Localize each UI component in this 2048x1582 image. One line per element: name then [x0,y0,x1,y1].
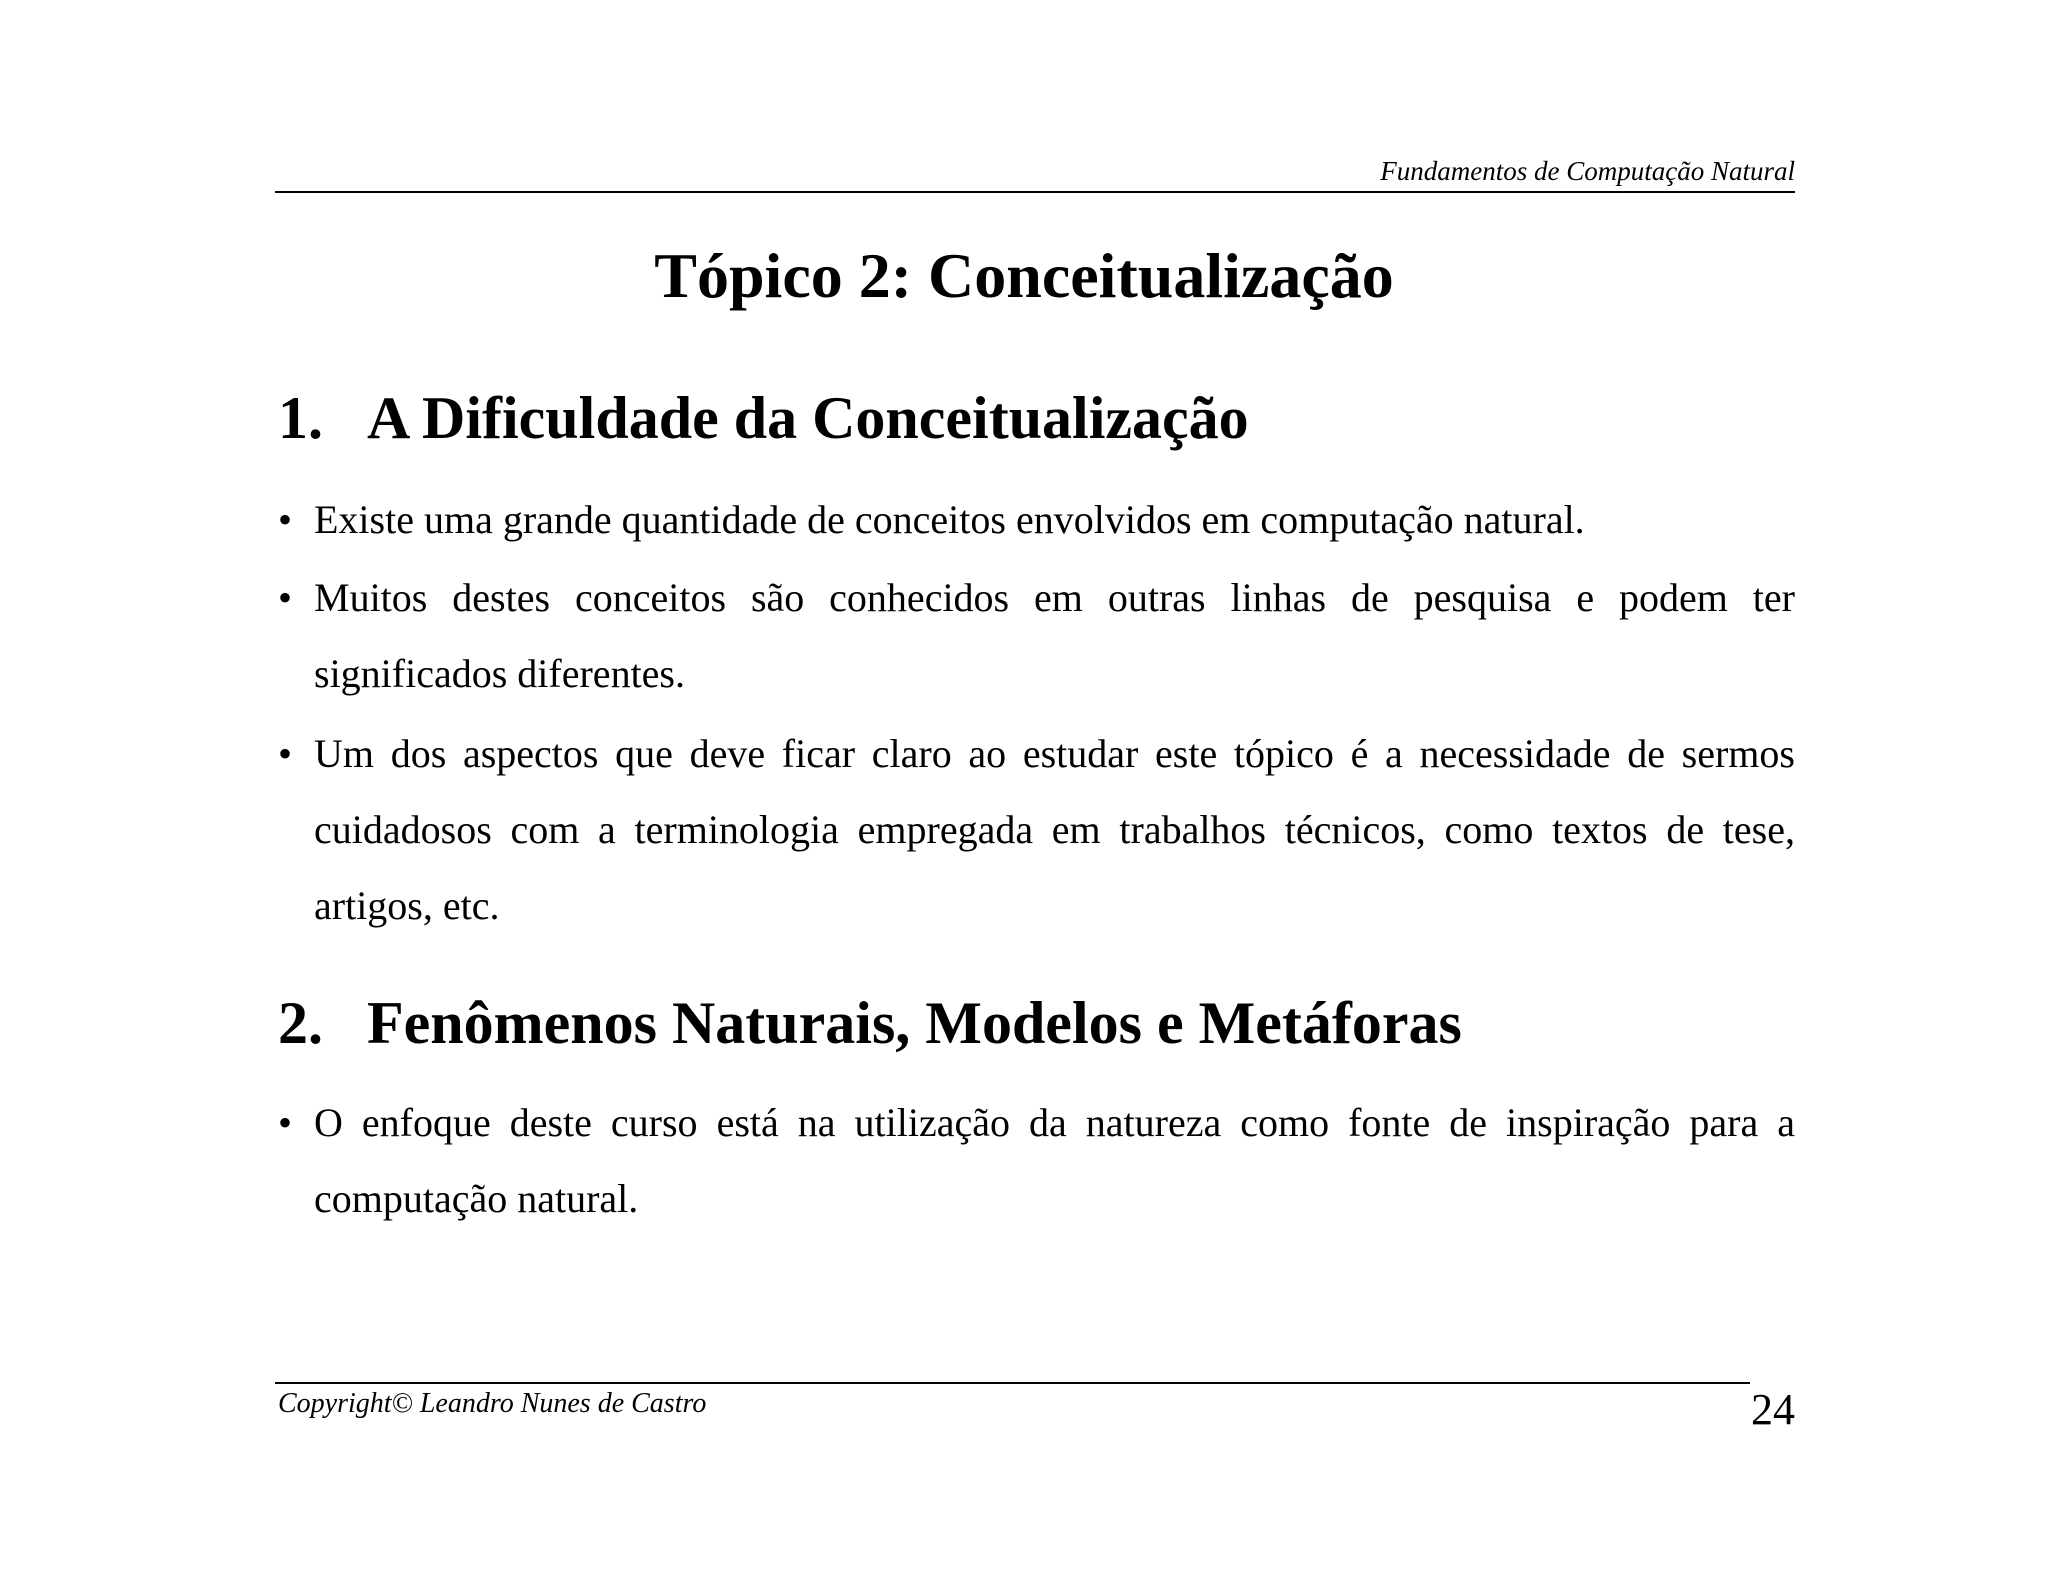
bullet-text: Muitos destes conceitos são conhecidos em outras linhas de pesquisa e podem ter significados diferentes. [314,575,1795,696]
bullet-text: Existe uma grande quantidade de conceitos envolvidos em computação natural. [314,497,1585,542]
bullet-item [278,560,1795,712]
header-rule [275,191,1795,193]
bullet-item [278,482,1795,558]
page-number: 24 [1751,1385,1795,1434]
page-title: Tópico 2: Conceitualização [654,240,1394,311]
bullet-item [278,716,1795,944]
bullet-text: Um dos aspectos que deve ficar claro ao estudar este tópico é a necessidade de sermos cuidadosos com a terminologia empregada em trabalhos técnicos, como textos de tese, artigos, etc. [314,731,1795,928]
bullet-text: O enfoque deste curso está na utilização da natureza como fonte de inspiração para a computação natural. [314,1100,1795,1221]
bullet-icon: • [278,731,293,776]
bullet-icon: • [278,1100,293,1145]
bullet-icon: • [278,497,293,542]
running-header: Fundamentos de Computação Natural [1380,156,1795,186]
section-heading-1 [278,382,1249,454]
copyright-notice: Copyright© Leandro Nunes de Castro [278,1388,707,1419]
section-number-2: 2. [278,990,323,1056]
section-title-1: A Dificuldade da Conceitualização [367,385,1249,451]
bullet-icon: • [278,575,293,620]
bullet-item [278,1085,1795,1237]
section-title-2: Fenômenos Naturais, Modelos e Metáforas [367,990,1462,1056]
section-number-1: 1. [278,385,323,451]
footer-rule [275,1382,1750,1384]
section-heading-2 [278,987,1462,1059]
